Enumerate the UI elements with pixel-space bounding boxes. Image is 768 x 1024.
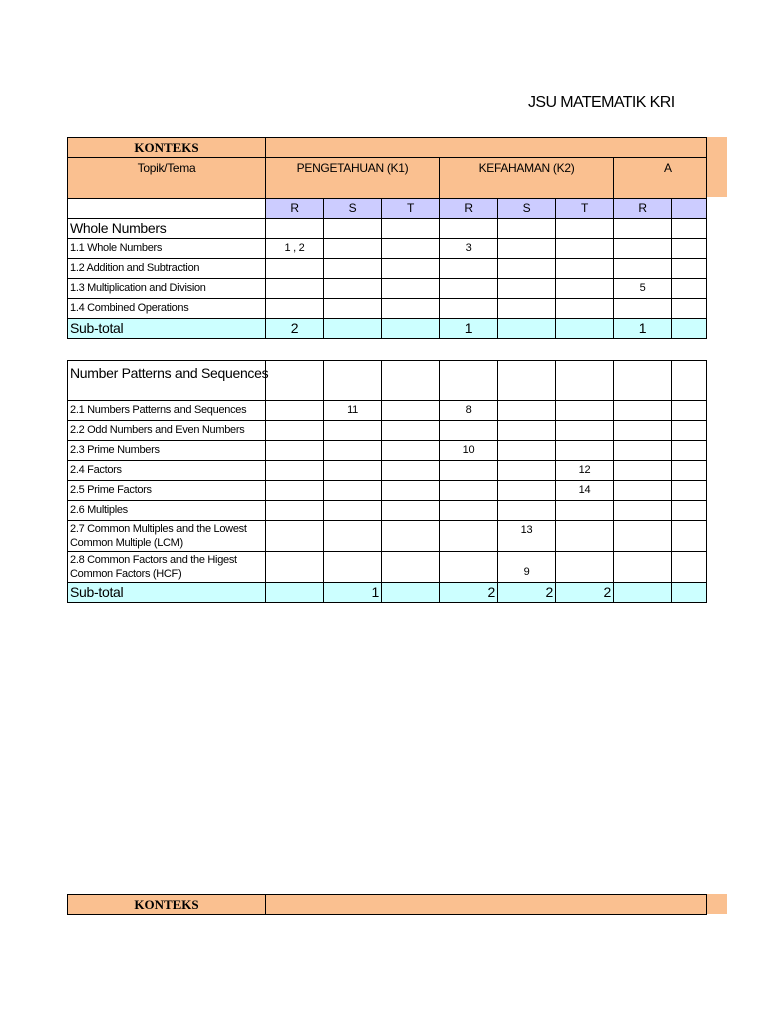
subtotal-cell: 1 [324,583,382,603]
cell [266,461,324,481]
cell [324,552,382,583]
cell [556,239,614,259]
subtotal-row [68,319,707,339]
table-row [68,461,707,481]
subtotal-cell: 2 [440,583,498,603]
row-label: 2.2 Odd Numbers and Even Numbers [68,421,266,441]
cell [266,259,324,279]
cell [440,461,498,481]
cell [266,441,324,461]
rst-cell: R [614,199,672,219]
cell [556,421,614,441]
cell: 10 [440,441,498,461]
section-heading: Whole Numbers [68,219,266,239]
subtotal-cell [266,583,324,603]
cell: 1 , 2 [266,239,324,259]
cell [440,501,498,521]
cell: 13 [498,521,556,552]
cell: 11 [324,401,382,421]
cell [266,299,324,319]
cell [498,421,556,441]
cell [498,461,556,481]
cell [324,279,382,299]
cell [324,239,382,259]
topic-table-2 [67,360,707,603]
cell [614,461,672,481]
table-row [68,421,707,441]
subtotal-cell [382,583,440,603]
row-label: 2.5 Prime Factors [68,481,266,501]
row-label: 1.4 Combined Operations [68,299,266,319]
subtotal-row [68,583,707,603]
cell [382,501,440,521]
row-label: 2.1 Numbers Patterns and Sequences [68,401,266,421]
rst-cell: S [324,199,382,219]
table-row [68,501,707,521]
subtotal-cell [614,583,672,603]
cell [382,279,440,299]
table-row [68,552,707,583]
cell: 3 [440,239,498,259]
row-label: 2.7 Common Multiples and the Lowest Common Multiple (LCM) [68,521,266,552]
table-row [68,481,707,501]
row-label: 2.8 Common Factors and the Higest Common Factors (HCF) [68,552,266,583]
table-row [68,441,707,461]
topik-header: Topik/Tema [68,158,266,199]
cell [266,501,324,521]
rst-cell: S [498,199,556,219]
subtotal-cell: 2 [556,583,614,603]
subtotal-cell: 2 [498,583,556,603]
cell: 9 [498,552,556,583]
subtotal-cell: 2 [266,319,324,339]
page-title: JSU MATEMATIK KRI [528,94,675,111]
cell [556,552,614,583]
cell [382,441,440,461]
cell [266,279,324,299]
cell [266,521,324,552]
cell [614,552,672,583]
cell [440,521,498,552]
cell [324,421,382,441]
table-row [68,401,707,421]
cell [440,299,498,319]
subtotal-cell [498,319,556,339]
cell [266,401,324,421]
k2-header: KEFAHAMAN (K2) [440,158,614,199]
row-label: 2.6 Multiples [68,501,266,521]
row-label: 1.2 Addition and Subtraction [68,259,266,279]
cell [498,259,556,279]
cell [614,441,672,461]
cell: 5 [614,279,672,299]
cell [614,521,672,552]
cell [614,421,672,441]
rst-cell: R [440,199,498,219]
cell [498,279,556,299]
row-label: 1.3 Multiplication and Division [68,279,266,299]
cell [556,521,614,552]
cell [266,421,324,441]
cell [440,552,498,583]
rst-cell: T [556,199,614,219]
footer-konteks-span [266,895,707,915]
cell [498,239,556,259]
cell [324,501,382,521]
cell [556,299,614,319]
cell [614,239,672,259]
row-label: 2.3 Prime Numbers [68,441,266,461]
cell: 14 [556,481,614,501]
table-row [68,239,707,259]
cell [498,441,556,461]
k1-header: PENGETAHUAN (K1) [266,158,440,199]
footer-konteks: KONTEKS [68,895,266,915]
table-row [68,299,707,319]
cell [382,521,440,552]
cell [324,521,382,552]
cell [498,501,556,521]
cell [556,501,614,521]
k3-header: A [614,158,707,199]
cell [614,299,672,319]
cell [382,481,440,501]
cell [440,279,498,299]
subtotal-cell [556,319,614,339]
subtotal-label: Sub-total [68,583,266,603]
table-row [68,279,707,299]
subtotal-cell: 1 [614,319,672,339]
cell [498,401,556,421]
rst-blank [68,199,266,219]
konteks-header-span [266,138,707,158]
cell [266,552,324,583]
konteks-header: KONTEKS [68,138,266,158]
cell [556,441,614,461]
subtotal-cell [382,319,440,339]
cell [382,552,440,583]
rst-cell: R [266,199,324,219]
cell [498,481,556,501]
subtotal-cell [324,319,382,339]
table-row [68,259,707,279]
cell [440,481,498,501]
cell: 8 [440,401,498,421]
cell [440,259,498,279]
cell [382,401,440,421]
cell [324,461,382,481]
cell [382,239,440,259]
cell [324,441,382,461]
cell [498,299,556,319]
cell [614,481,672,501]
cell [440,421,498,441]
cell [614,401,672,421]
cell [324,259,382,279]
section-heading: Number Patterns and Sequences [68,361,266,401]
cell [382,259,440,279]
rst-cell [672,199,707,219]
cell [324,481,382,501]
footer-table [67,894,707,915]
row-label: 2.4 Factors [68,461,266,481]
cell [266,481,324,501]
cell [556,401,614,421]
subtotal-cell: 1 [440,319,498,339]
cell [614,501,672,521]
rst-cell: T [382,199,440,219]
cell [382,461,440,481]
cell: 12 [556,461,614,481]
table-row [68,521,707,552]
cell [324,299,382,319]
topic-table-1 [67,137,707,339]
row-label: 1.1 Whole Numbers [68,239,266,259]
subtotal-label: Sub-total [68,319,266,339]
cell [382,421,440,441]
cell [556,279,614,299]
cell [614,259,672,279]
cell [382,299,440,319]
cell [556,259,614,279]
